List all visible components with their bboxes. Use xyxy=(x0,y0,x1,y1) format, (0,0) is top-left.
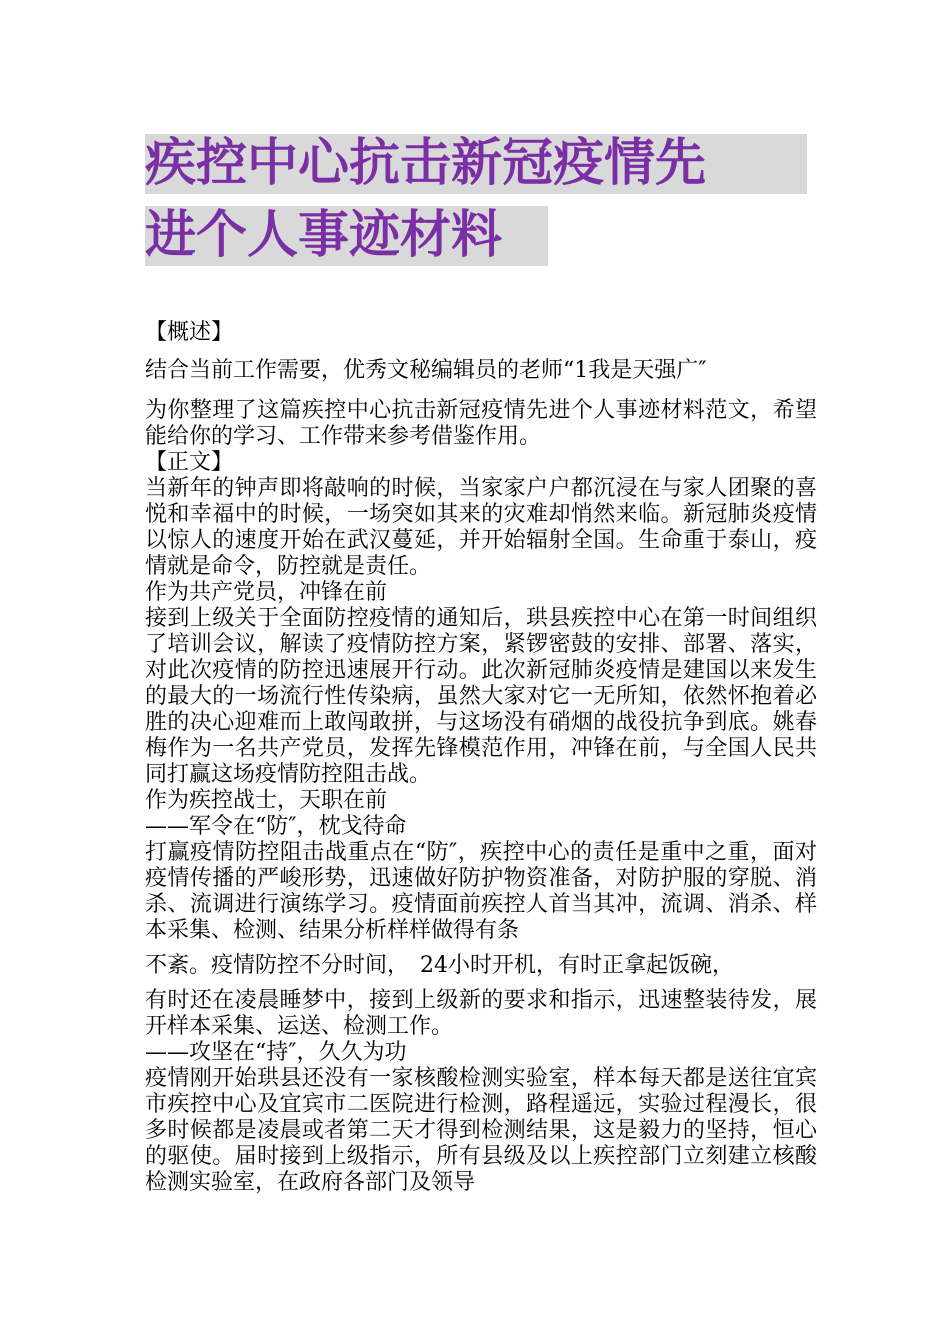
paragraph: 当新年的钟声即将敲响的时候，当家家户户都沉浸在与家人团聚的喜悦和幸福中的时候，一场突如其来的灾难却悄然来临。新冠肺炎疫情以惊人的速度开始在武汉蔓延，并开始辐射全国。生命重于泰山，疫情就是命令，防控就是责任。 xyxy=(145,476,817,579)
paragraph: 不紊。疫情防控不分时间， 24小时开机，有时正拿起饭碗， xyxy=(145,953,734,978)
subheading: 作为共产党员，冲锋在前 xyxy=(145,580,388,605)
paragraph: 结合当前工作需要，优秀文秘编辑员的老师“1我是天强广″ xyxy=(145,358,707,383)
paragraph: 有时还在凌晨睡梦中，接到上级新的要求和指示，迅速整装待发，展开样本采集、运送、检测工作。 xyxy=(145,988,817,1039)
section-heading-summary: 【概述】 xyxy=(145,320,234,345)
document-title-line-2: 进个人事迹材料 xyxy=(145,206,548,266)
subheading: ——攻坚在“持″，久久为功 xyxy=(145,1040,407,1065)
paragraph: 打赢疫情防控阻击战重点在“防″，疾控中心的责任是重中之重，面对疫情传播的严峻形势，迅速做好防护物资准备，对防护服的穿脱、消杀、流调进行演练学习。疫情面前疾控人首当其冲，流调、消杀、样本采集、检测、结果分析样样做得有条 xyxy=(145,840,817,943)
subheading: 作为疾控战士，天职在前 xyxy=(145,788,388,813)
document-body xyxy=(145,320,817,1196)
section-heading-body: 【正文】 xyxy=(145,450,234,475)
document-title-line-1: 疾控中心抗击新冠疫情先 xyxy=(145,134,807,194)
paragraph: 为你整理了这篇疾控中心抗击新冠疫情先进个人事迹材料范文，希望能给你的学习、工作带来参考借鉴作用。 xyxy=(145,398,817,449)
paragraph: 接到上级关于全面防控疫情的通知后，珙县疾控中心在第一时间组织了培训会议，解读了疫情防控方案，紧锣密鼓的安排、部署、落实，对此次疫情的防控迅速展开行动。此次新冠肺炎疫情是建国以来发生的最大的一场流行性传染病，虽然大家对它一无所知，依然怀抱着必胜的决心迎难而上敢闯敢拼，与这场没有硝烟的战役抗争到底。姚春梅作为一名共产党员，发挥先锋模范作用，冲锋在前，与全国人民共同打赢这场疫情防控阻击战。 xyxy=(145,606,817,787)
subheading: ——军令在“防″，枕戈待命 xyxy=(145,814,407,839)
paragraph: 疫情刚开始珙县还没有一家核酸检测实验室，样本每天都是送往宜宾市疾控中心及宜宾市二医院进行检测，路程遥远，实验过程漫长，很多时候都是凌晨或者第二天才得到检测结果，这是毅力的坚持，恒心的驱使。届时接到上级指示，所有县级及以上疾控部门立刻建立核酸检测实验室，在政府各部门及领导 xyxy=(145,1066,817,1195)
